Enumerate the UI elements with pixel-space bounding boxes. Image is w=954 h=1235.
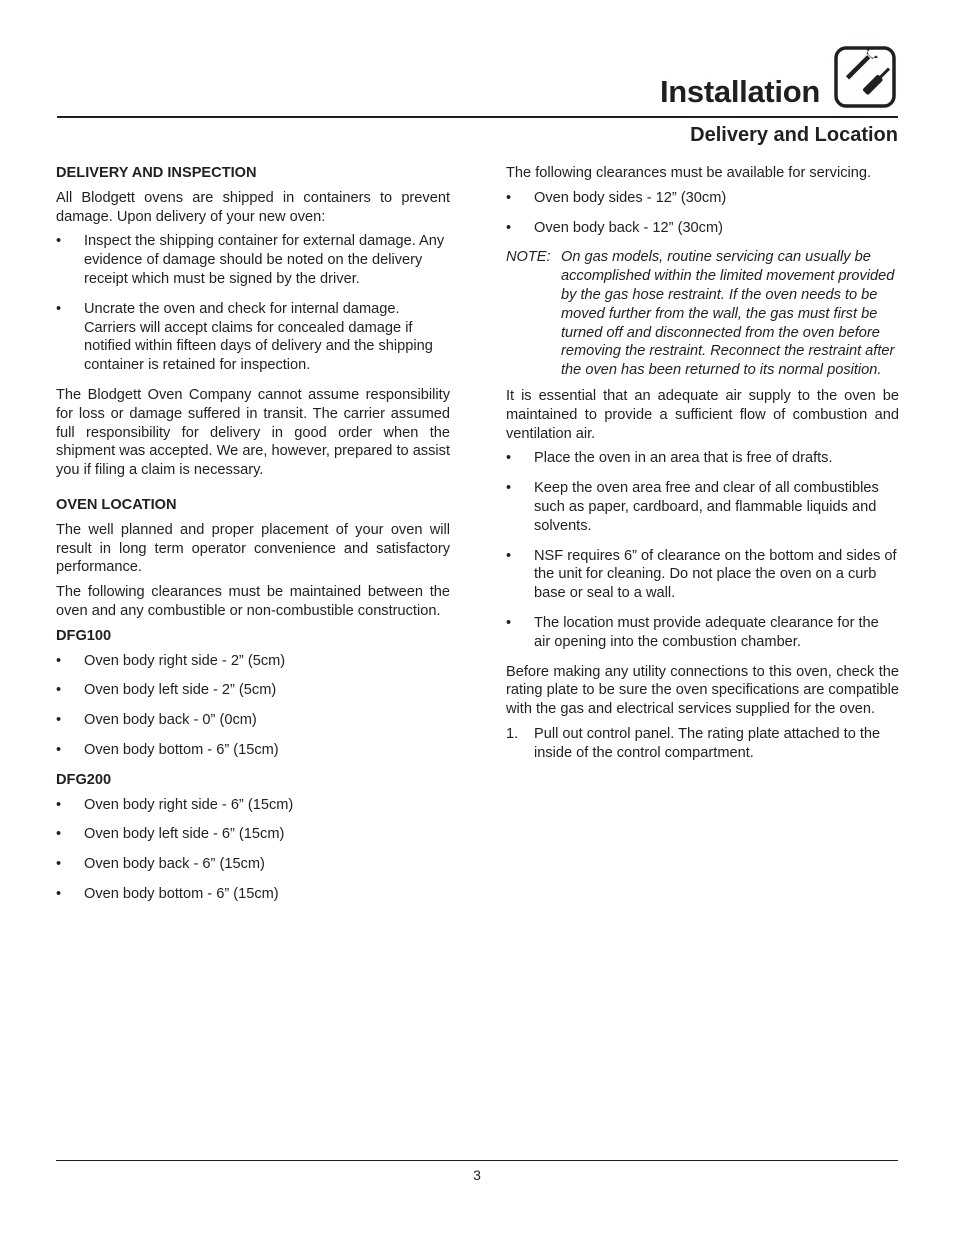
list-item: • Oven body bottom - 6” (15cm): [56, 741, 279, 758]
list-item: • Oven body sides - 12” (30cm): [506, 189, 727, 206]
bullet-list: [506, 449, 899, 651]
header-rule: [57, 116, 898, 118]
list-item: • Oven body left side - 6” (15cm): [56, 826, 285, 843]
page-title: Installation: [659, 74, 820, 109]
bullet-icon: •: [506, 450, 512, 467]
bullet-list: [56, 652, 450, 760]
bullet-icon: •: [56, 741, 62, 758]
list-item: • Oven body back - 0” (0cm): [56, 712, 257, 729]
heading-dfg200: DFG200: [56, 771, 112, 788]
bullet-list: [56, 796, 450, 904]
item-number: 1.: [506, 725, 519, 742]
paragraph: All Blodgett ovens are shipped in containers to prevent damage. Upon delivery of your new oven:: [56, 189, 450, 225]
list-item: • Oven body left side - 2” (5cm): [56, 682, 277, 699]
heading-oven-location: OVEN LOCATION: [56, 496, 177, 513]
bullet-icon: •: [506, 480, 512, 497]
heading-dfg100: DFG100: [56, 627, 112, 644]
bullet-icon: •: [506, 614, 512, 631]
page-number: 3: [473, 1167, 481, 1183]
bullet-list: [506, 189, 899, 238]
note: [506, 248, 899, 380]
bullet-icon: •: [56, 712, 62, 729]
paragraph: It is essential that an adequate air supply to the oven be maintained to provide a sufficient flow of combustion and ventilation air.: [506, 387, 899, 442]
list-item: • NSF requires 6” of clearance on the bottom and sides of the unit for cleaning. Do not place the oven on a curb base or seal to a wall.: [506, 547, 897, 602]
bullet-icon: •: [56, 233, 62, 250]
list-item: • The location must provide adequate clearance for the air opening into the combustion chamber.: [506, 614, 879, 650]
bullet-icon: •: [56, 652, 62, 669]
bullet-icon: •: [56, 856, 62, 873]
tools-icon: [834, 46, 896, 108]
heading-delivery-inspection: DELIVERY AND INSPECTION: [56, 165, 257, 181]
list-item: • Keep the oven area free and clear of all combustibles such as paper, cardboard, and flammable liquids and solvents.: [506, 480, 879, 534]
note-label: NOTE:: [506, 249, 551, 266]
paragraph: Before making any utility connections to this oven, check the rating plate to be sure the oven specifications are compatible with the gas and electrical services supplied for the oven.: [506, 663, 899, 718]
paragraph: The well planned and proper placement of your oven will result in long term operator convenience and satisfactory performance.: [56, 521, 450, 576]
numbered-item: 1. Pull out control panel. The rating plate attached to the inside of the control compartment.: [506, 725, 881, 761]
bullet-icon: •: [56, 300, 62, 317]
left-column: [56, 164, 450, 915]
bullet-icon: •: [56, 682, 62, 699]
list-item: • Oven body back - 12” (30cm): [506, 219, 723, 236]
bullet-list: [56, 232, 450, 375]
paragraph: The Blodgett Oven Company cannot assume responsibility for loss or damage suffered in transit. The carrier assumed full responsibility for delivery in good order when the shipment was accepted. We are, however, prepared to assist you if filing a claim is necessary.: [56, 386, 450, 479]
right-column: [506, 164, 899, 763]
list-item: • Oven body right side - 2” (5cm): [56, 652, 286, 669]
bullet-icon: •: [56, 796, 62, 813]
paragraph: The following clearances must be available for servicing.: [506, 165, 872, 181]
list-item: • Oven body back - 6” (15cm): [56, 856, 265, 873]
bullet-icon: •: [506, 547, 512, 564]
paragraph: The following clearances must be maintained between the oven and any combustible or non-combustible construction.: [56, 584, 450, 619]
footer-rule: [56, 1160, 898, 1161]
bullet-icon: •: [56, 885, 62, 902]
list-item: • Oven body right side - 6” (15cm): [56, 796, 294, 813]
list-item: • Place the oven in an area that is free of drafts.: [506, 450, 833, 467]
bullet-icon: •: [506, 189, 512, 206]
section-title: Delivery and Location: [690, 124, 898, 146]
bullet-icon: •: [506, 219, 512, 236]
list-item: • Uncrate the oven and check for internal damage. Carriers will accept claims for concealed damage if notified within fifteen days of delivery and the shipping container is retained for inspection.: [56, 300, 433, 374]
list-item: • Inspect the shipping container for external damage. Any evidence of damage should be noted on the delivery receipt which must be signed by the driver.: [56, 233, 445, 287]
list-item: • Oven body bottom - 6” (15cm): [56, 885, 279, 902]
note-text: On gas models, routine servicing can usually be accomplished within the limited movement provided by the gas hose restraint. If the oven needs to be moved further from the wall, the gas must first be turned off and disconnected from the oven before removing the restraint. Reconnect the restraint after the oven has been returned to its normal position.: [561, 249, 895, 379]
bullet-icon: •: [56, 826, 62, 843]
